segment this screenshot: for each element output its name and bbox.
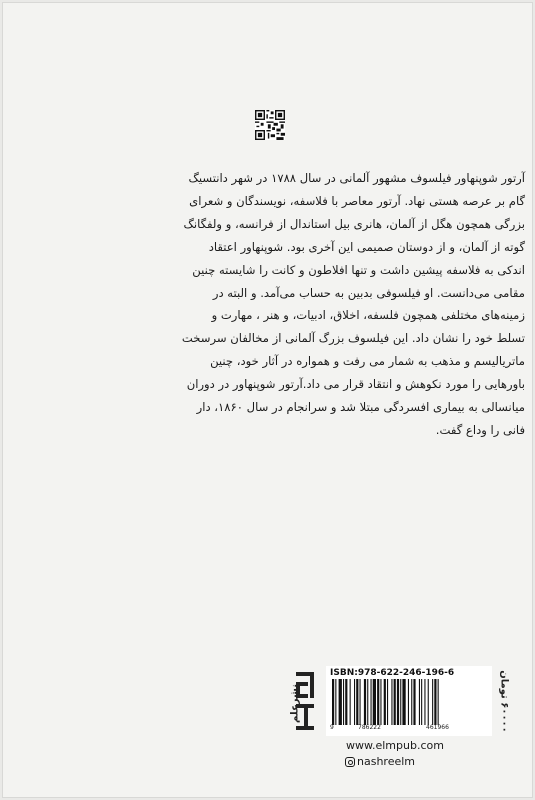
- back-cover: [2, 2, 533, 798]
- description-line: زمینه‌های مختلفی همچون فلسفه، اخلاق، ادبیات، و هنر ، مهارت و: [211, 308, 525, 323]
- isbn-block: [276, 666, 535, 738]
- price-tag: [498, 670, 512, 734]
- publisher-logo: [276, 668, 316, 734]
- description-line: اندکی به فلاسفه پیشین داشت و تنها افلاطون و کانت را شایسته چنین: [192, 262, 525, 277]
- barcode-digit-group: 786222: [358, 724, 381, 731]
- description-line: فانی را وداع گفت.: [435, 422, 525, 437]
- instagram-username: nashreelm: [357, 755, 416, 768]
- publisher-name: نشرعلم: [289, 684, 301, 723]
- isbn-number: ISBN:978-622-246-196-6: [330, 668, 455, 678]
- price-text: ۶۰۰۰۰ تومان: [498, 670, 510, 733]
- instagram-icon: [345, 757, 355, 767]
- description-line: بزرگی همچون هگل از آلمان، هانری بیل استاندال از فرانسه، و ولفگانگ: [183, 216, 525, 231]
- description-line: میانسالی به بیماری افسردگی مبتلا شد و سرانجام در سال ۱۸۶۰، دار: [196, 400, 525, 415]
- description-line: ماتریالیسم و مذهب به شمار می رفت و همواره در آثار خود، چنین: [210, 354, 525, 369]
- publisher-website[interactable]: www.elmpub.com: [346, 739, 444, 752]
- barcode-digit-group: 461966: [426, 724, 449, 731]
- qr-code-icon: [255, 110, 285, 140]
- description-line: آرتور شوپنهاور فیلسوف مشهور آلمانی در سال ۱۷۸۸ در شهر دانتسیگ: [188, 171, 525, 185]
- instagram-handle[interactable]: [345, 755, 415, 768]
- book-description: [180, 167, 525, 442]
- description-line: گام بر عرصه هستی نهاد. آرتور معاصر با فلاسفه، نویسندگان و شعرای: [189, 193, 525, 208]
- barcode-digit-group: 9: [330, 724, 334, 731]
- description-line: گوته از آلمان، و از دوستان صمیمی این آخری بود. شوپنهاور اعتقاد: [208, 239, 525, 254]
- description-line: مقامی می‌دانست. او فیلسوفی بدبین به حساب می‌آمد. و البته در: [212, 285, 525, 300]
- description-line: باورهایی را مورد نکوهش و انتقاد قرار می داد.آرتور شوپنهاور در دوران: [186, 377, 525, 392]
- description-line: تسلط خود را نشان داد. این فیلسوف بزرگ آلمانی از مخالفان سرسخت: [181, 331, 525, 346]
- barcode-icon: [330, 679, 488, 725]
- barcode-box: [326, 666, 492, 736]
